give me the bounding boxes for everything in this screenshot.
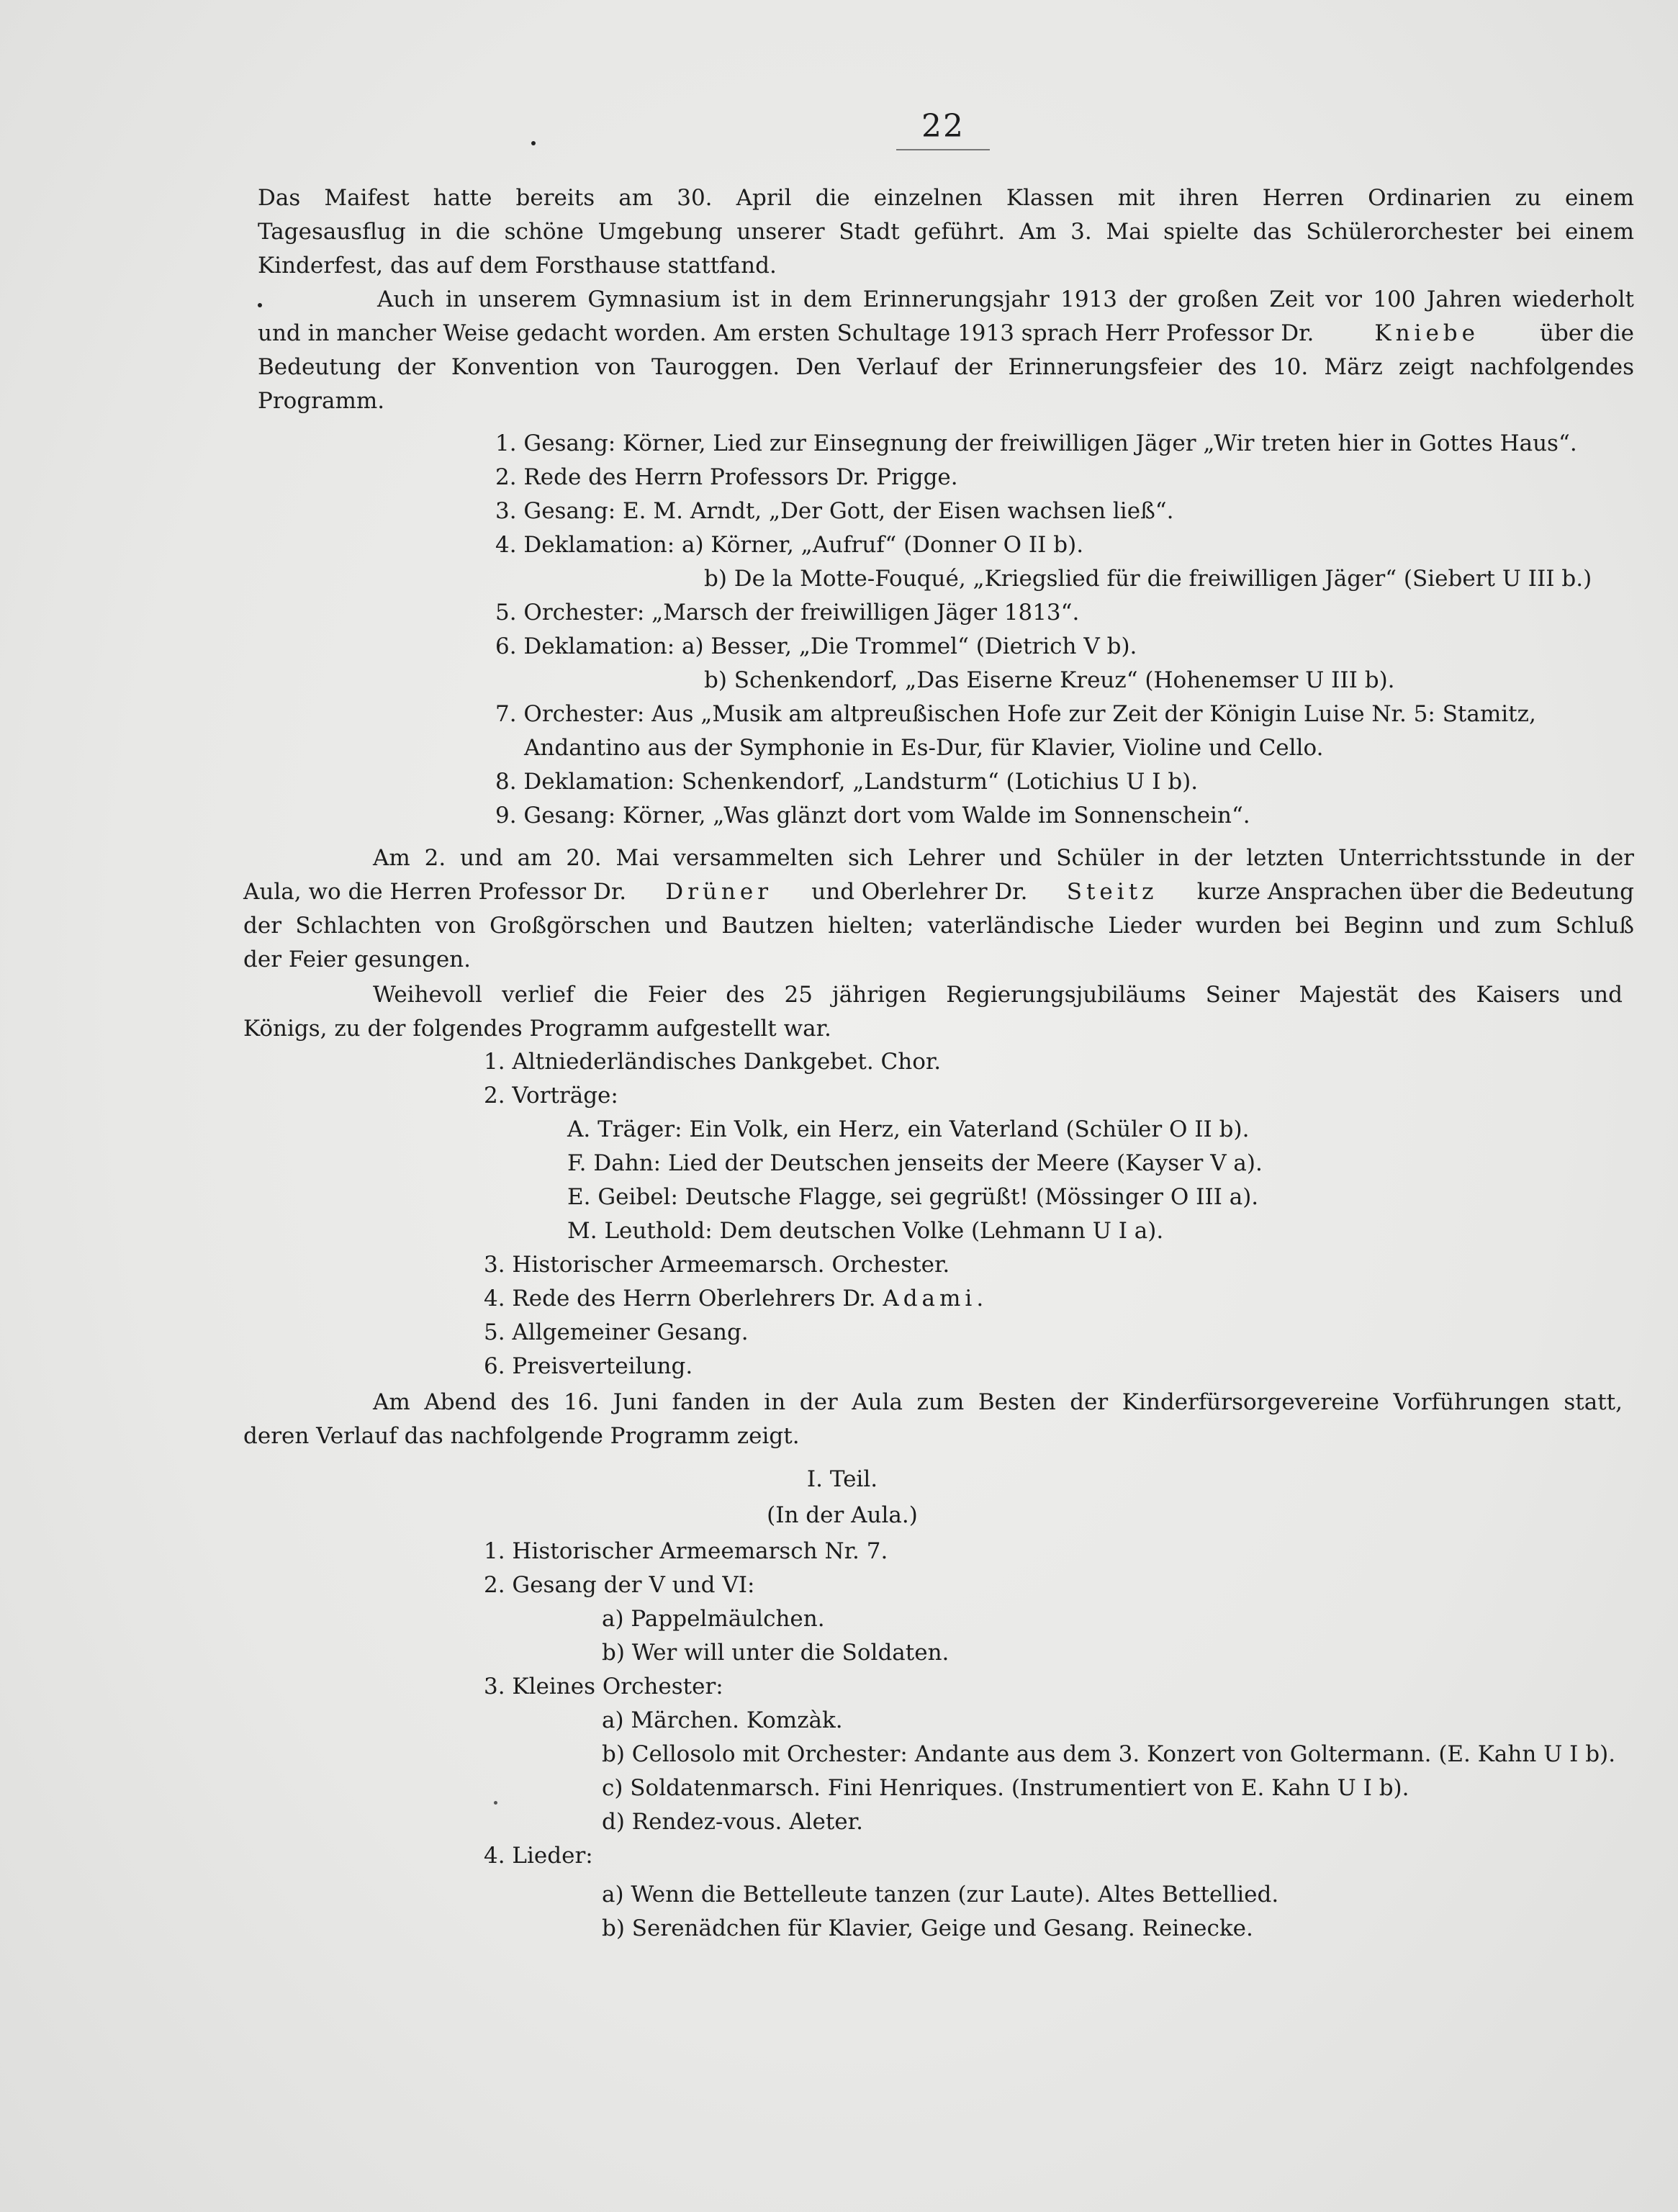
program2-item5: 5. Allgemeiner Gesang.: [484, 1319, 749, 1345]
program2-item4-text: 4. Rede des Herrn Oberlehrers Dr.: [484, 1286, 876, 1312]
para3-line1: Am 2. und am 20. Mai versammelten sich Lehrer und Schüler in der letzten Unterrichtsstunde in der: [373, 845, 1634, 871]
person-name-druener: Drüner: [665, 879, 773, 905]
program2-sub1: A. Träger: Ein Volk, ein Herz, ein Vaterland (Schüler O II b).: [567, 1116, 1250, 1142]
program1-item6b: b) Schenkendorf, „Das Eiserne Kreuz“ (Hohenemser U III b).: [704, 667, 1395, 693]
part1-item3d: d) Rendez-vous. Aleter.: [602, 1809, 863, 1835]
part1-item4: 4. Lieder:: [484, 1843, 593, 1869]
para3-line2: [243, 877, 1634, 906]
program2-item3: 3. Historischer Armeemarsch. Orchester.: [484, 1252, 950, 1278]
program2-sub2: F. Dahn: Lied der Deutschen jenseits der Meere (Kayser V a).: [567, 1150, 1263, 1176]
person-name-steitz: Steitz: [1066, 879, 1158, 905]
program2-item6: 6. Preisverteilung.: [484, 1353, 693, 1379]
para3-line2-text-c: kurze Ansprachen über die Bedeutung: [1196, 879, 1634, 905]
program2-sub4: M. Leuthold: Dem deutschen Volke (Lehmann U I a).: [567, 1218, 1164, 1244]
para2-line2-text-b: über die: [1540, 320, 1634, 346]
para2-line2: [258, 319, 1634, 348]
program1-item1: 1. Gesang: Körner, Lied zur Einsegnung der freiwilligen Jäger „Wir treten hier in Gottes Haus“.: [495, 430, 1577, 456]
para2-line4: Programm.: [258, 388, 385, 414]
part1-title: I. Teil.: [806, 1466, 878, 1492]
part1-item3: 3. Kleines Orchester:: [484, 1674, 723, 1699]
part1-item4b: b) Serenädchen für Klavier, Geige und Gesang. Reinecke.: [602, 1915, 1253, 1941]
ink-speck: [494, 1801, 497, 1805]
para4-line2: Königs, zu der folgendes Programm aufgestellt war.: [243, 1016, 831, 1042]
program1-item2: 2. Rede des Herrn Professors Dr. Prigge.: [495, 464, 958, 490]
para2-line3: Bedeutung der Konvention von Tauroggen. Den Verlauf der Erinnerungsfeier des 10. März zeigt nachfolgendes: [258, 354, 1634, 380]
program2-item2: 2. Vorträge:: [484, 1083, 618, 1109]
para1-line3: Kinderfest, das auf dem Forsthause stattfand.: [258, 253, 777, 279]
program1-item4b: b) De la Motte-Fouqué, „Kriegslied für die freiwilligen Jäger“ (Siebert U III b.): [704, 566, 1592, 592]
para2-line1: Auch in unserem Gymnasium ist in dem Erinnerungsjahr 1913 der großen Zeit vor 100 Jahren wiederholt: [377, 286, 1634, 312]
para5-line2: deren Verlauf das nachfolgende Programm zeigt.: [243, 1423, 800, 1449]
part1-item2: 2. Gesang der V und VI:: [484, 1572, 755, 1598]
program1-item9: 9. Gesang: Körner, „Was glänzt dort vom Walde im Sonnenschein“.: [495, 803, 1250, 829]
bullet-dot: [258, 303, 262, 307]
part1-item3a: a) Märchen. Komzàk.: [602, 1707, 843, 1733]
program1-item8: 8. Deklamation: Schenkendorf, „Landsturm“ (Lotichius U I b).: [495, 769, 1199, 795]
person-name-kniebe: Kniebe: [1374, 320, 1479, 346]
program2-item4: [484, 1284, 983, 1313]
part1-item1: 1. Historischer Armeemarsch Nr. 7.: [484, 1538, 888, 1564]
para1-line1: Das Maifest hatte bereits am 30. April die einzelnen Klassen mit ihren Herren Ordinarien zu einem: [258, 185, 1634, 211]
part1-item3c: c) Soldatenmarsch. Fini Henriques. (Instrumentiert von E. Kahn U I b).: [602, 1775, 1409, 1801]
program2-item1: 1. Altniederländisches Dankgebet. Chor.: [484, 1049, 942, 1075]
para3-line3: der Schlachten von Großgörschen und Bautzen hielten; vaterländische Lieder wurden bei Beginn und zum Schluß: [243, 913, 1634, 939]
part1-item2a: a) Pappelmäulchen.: [602, 1606, 825, 1632]
para3-line2-text-b: und Oberlehrer Dr.: [811, 879, 1028, 905]
program2-sub3: E. Geibel: Deutsche Flagge, sei gegrüßt! (Mössinger O III a).: [567, 1184, 1259, 1210]
para4-line1: Weihevoll verlief die Feier des 25 jährigen Regierungsjubiläums Seiner Majestät des Kaisers und: [373, 982, 1623, 1008]
program1-item7-cont: Andantino aus der Symphonie in Es-Dur, für Klavier, Violine und Cello.: [524, 735, 1324, 761]
program1-item6: 6. Deklamation: a) Besser, „Die Trommel“ (Dietrich V b).: [495, 633, 1137, 659]
person-name-adami: Adami: [883, 1286, 977, 1312]
ink-dot: [531, 141, 536, 145]
para3-line2-text-a: Aula, wo die Herren Professor Dr.: [243, 879, 627, 905]
para2-line2-text-a: und in mancher Weise gedacht worden. Am ersten Schultage 1913 sprach Herr Professor Dr.: [258, 320, 1314, 346]
para1-line2: Tagesausflug in die schöne Umgebung unserer Stadt geführt. Am 3. Mai spielte das Schülerorchester bei einem: [258, 219, 1634, 245]
program2-item4-period: .: [976, 1286, 984, 1312]
para3-line4: der Feier gesungen.: [243, 947, 471, 972]
part1-item4a: a) Wenn die Bettelleute tanzen (zur Laute). Altes Bettellied.: [602, 1882, 1279, 1908]
program1-item7: 7. Orchester: Aus „Musik am altpreußischen Hofe zur Zeit der Königin Luise Nr. 5: Stamitz,: [495, 701, 1536, 727]
part1-item3b: b) Cellosolo mit Orchester: Andante aus dem 3. Konzert von Goltermann. (E. Kahn U I b).: [602, 1741, 1616, 1767]
program1-item3: 3. Gesang: E. M. Arndt, „Der Gott, der Eisen wachsen ließ“.: [495, 498, 1174, 524]
page-number: 22: [896, 108, 990, 150]
part1-item2b: b) Wer will unter die Soldaten.: [602, 1640, 949, 1666]
program1-item5: 5. Orchester: „Marsch der freiwilligen Jäger 1813“.: [495, 600, 1080, 626]
para5-line1: Am Abend des 16. Juni fanden in der Aula zum Besten der Kinderfürsorgevereine Vorführungen statt,: [373, 1389, 1623, 1415]
part1-subtitle: (In der Aula.): [767, 1502, 918, 1528]
program1-item4: 4. Deklamation: a) Körner, „Aufruf“ (Donner O II b).: [495, 532, 1084, 558]
